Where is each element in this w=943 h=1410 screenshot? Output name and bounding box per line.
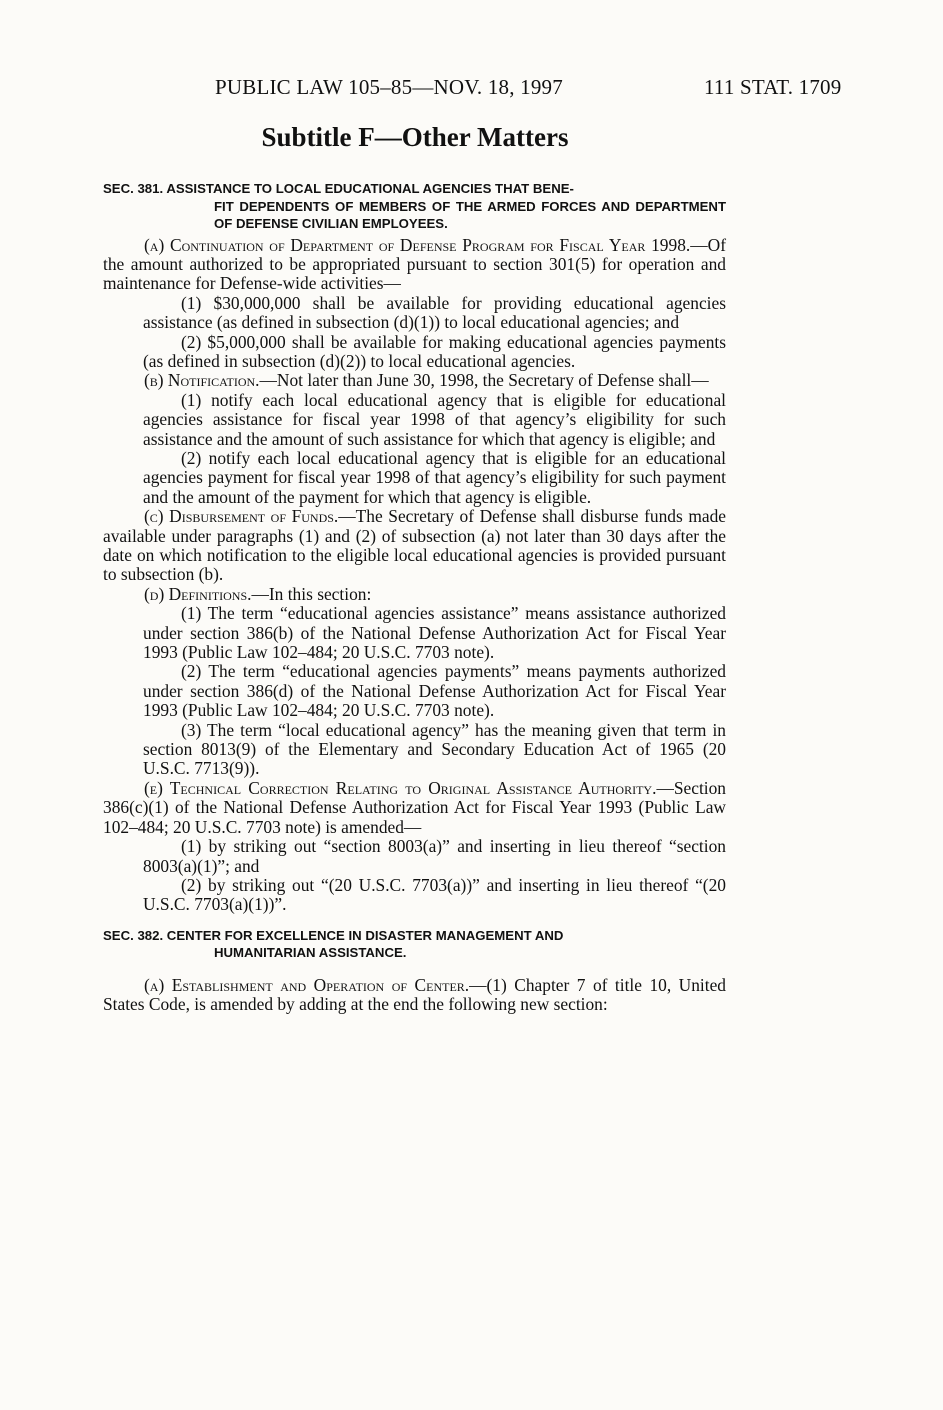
subsection-e-text: —Section 386(c)(1) of the National Defense Authorization Act for Fiscal Year 1993 (Public Law 102–484; 20 U.S.C. 7703 note) is amended—	[103, 777, 726, 837]
subsection-e-heading: (e) Technical Correction Relating to Original Assistance Authority.	[144, 777, 657, 798]
section-382-title-line1: CENTER FOR EXCELLENCE IN DISASTER MANAGEMENT AND	[166, 927, 564, 943]
paragraph-d2: (2) The term “educational agencies payments” means payments authorized under section 386(d) of the National Defense Authorization Act for Fiscal Year 1993 (Public Law 102–484; 20 U.S.C. 7703 note).	[143, 661, 726, 721]
section-381-number: SEC. 381.	[103, 181, 164, 196]
section-381-heading	[103, 180, 726, 233]
subsection-a	[103, 236, 726, 294]
subsection-b-heading: (b) Notification.	[144, 370, 260, 391]
paragraph-e1: (1) by striking out “section 8003(a)” and inserting in lieu thereof “section 8003(a)(1)”; and	[143, 836, 726, 876]
section-382-title-line2: HUMANITARIAN ASSISTANCE.	[214, 945, 407, 961]
subsection-a-heading: (a) Continuation of Department of Defense Program for Fiscal Year 1998.	[144, 234, 691, 255]
header-stat-citation: 111 STAT. 1709	[704, 75, 842, 99]
section-382-number: SEC. 382.	[103, 927, 164, 943]
paragraph-b2: (2) notify each local educational agency that is eligible for an educational agencies payment for fiscal year 1998 of that agency’s eligibility for such payment and the amount of the payment for which that agency is eligible.	[143, 447, 726, 507]
subtitle-heading: Subtitle F—Other Matters	[261, 122, 569, 152]
header-public-law: PUBLIC LAW 105–85—NOV. 18, 1997	[215, 75, 563, 99]
subsection-c-text: —The Secretary of Defense shall disburse funds made available under paragraphs (1) and (2) of subsection (a) not later than 30 days after the date on which notification to the eligible local educational agencies is provided pursuant to subsection (b).	[103, 506, 726, 585]
running-head	[0, 75, 943, 103]
paragraph-a1: (1) $30,000,000 shall be available for providing educational agencies assistance (as defined in subsection (d)(1)) to local educational agencies; and	[143, 292, 726, 333]
subsection-b-text: —Not later than June 30, 1998, the Secretary of Defense shall—	[259, 370, 709, 391]
paragraph-a2: (2) $5,000,000 shall be available for making educational agencies payments (as defined in subsection (d)(2)) to local educational agencies.	[143, 331, 726, 371]
section-382-heading	[103, 927, 726, 962]
paragraph-e2: (2) by striking out “(20 U.S.C. 7703(a))” and inserting in lieu thereof “(20 U.S.C. 7703(a)(1))”.	[143, 874, 726, 915]
subsection-a-text: —Of the amount authorized to be appropriated pursuant to section 301(5) for operation and maintenance for Defense-wide activities—	[103, 234, 726, 294]
subsection-e	[103, 779, 726, 837]
subsection-d	[103, 585, 726, 604]
subsection-b	[103, 371, 726, 390]
paragraph-b1: (1) notify each local educational agency that is eligible for educational agencies assistance for fiscal year 1998 of that agency’s eligibility for such assistance and the amount of such assistance for which that agency is eligible; and	[143, 389, 726, 449]
section-381-title-line1: ASSISTANCE TO LOCAL EDUCATIONAL AGENCIES THAT BENE-	[166, 181, 574, 196]
subsection-c	[103, 507, 726, 585]
section-381-title-line2: FIT DEPENDENTS OF MEMBERS OF THE ARMED FORCES AND DEPARTMENT OF DEFENSE CIVILIAN EMPLOYEES.	[214, 198, 726, 231]
subsection-c-heading: (c) Disbursement of Funds.	[144, 506, 339, 527]
section-382-subsection-a-heading: (a) Establishment and Operation of Center.	[144, 974, 470, 995]
subsection-d-text: —In this section:	[251, 583, 372, 604]
section-382-subsection-a	[103, 976, 726, 1015]
paragraph-d1: (1) The term “educational agencies assistance” means assistance authorized under section 386(b) of the National Defense Authorization Act for Fiscal Year 1993 (Public Law 102–484; 20 U.S.C. 7703 note).	[143, 603, 726, 663]
paragraph-d3: (3) The term “local educational agency” has the meaning given that term in section 8013(9) of the Elementary and Secondary Education Act of 1965 (20 U.S.C. 7713(9)).	[143, 719, 726, 779]
document-body	[103, 180, 726, 1015]
subsection-d-heading: (d) Definitions.	[144, 583, 252, 604]
section-382-subsection-a-text: —(1) Chapter 7 of title 10, United States Code, is amended by adding at the end the following new section:	[103, 974, 726, 1015]
